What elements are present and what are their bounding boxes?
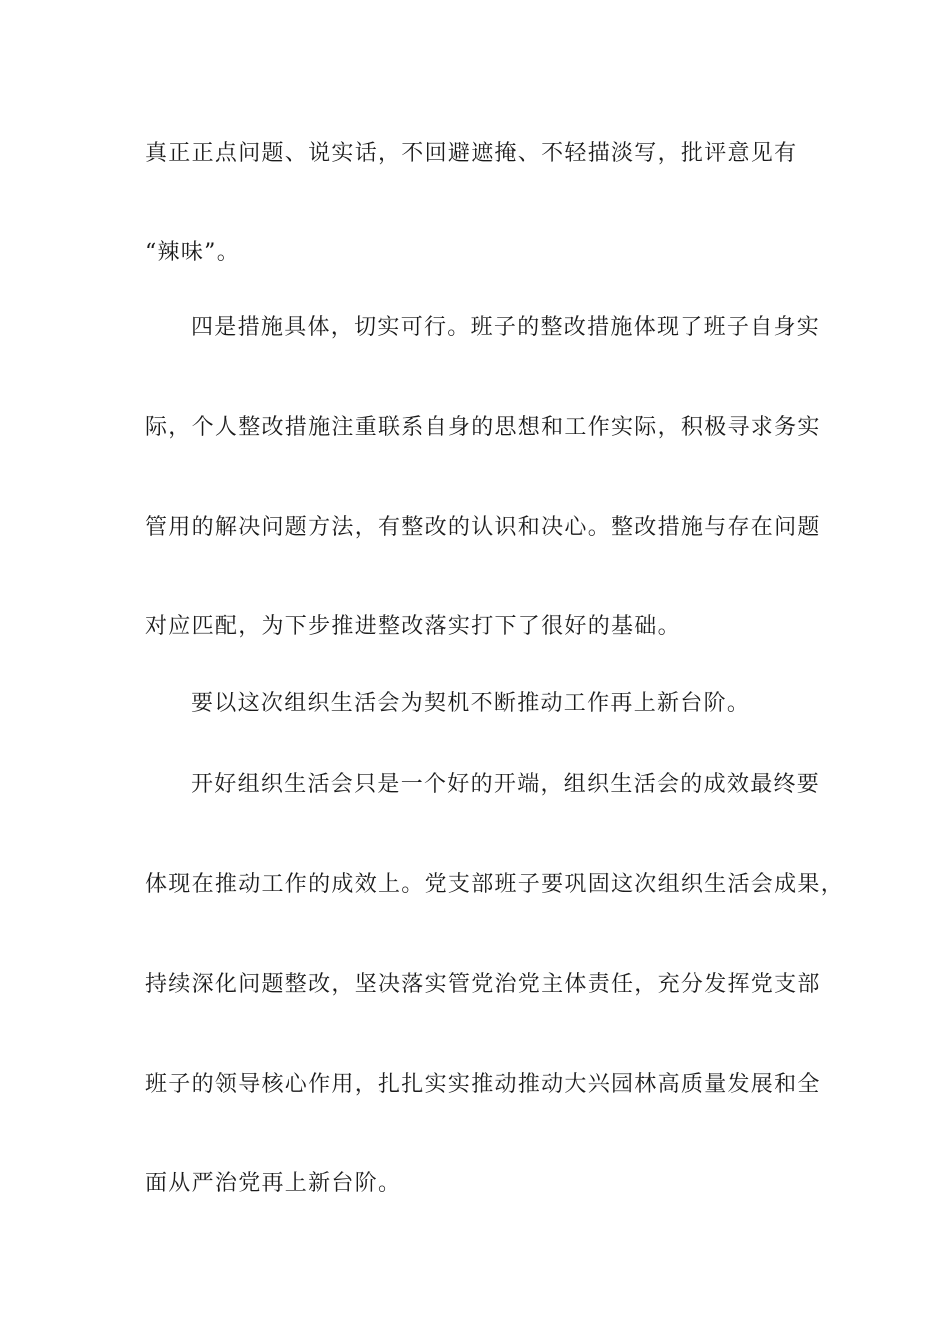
text-line-11: 班子的领导核心作用，扎扎实实推动推动大兴园林高质量发展和全	[145, 1072, 821, 1097]
text-line-1: 真正正点问题、说实话，不回避遮掩、不轻描淡写，批评意见有	[145, 141, 798, 166]
text-line-10: 持续深化问题整改，坚决落实管党治党主体责任，充分发挥党支部	[145, 972, 821, 997]
text-line-4: 际，个人整改措施注重联系自身的思想和工作实际，积极寻求务实	[145, 415, 821, 440]
text-line-2: “辣味”。	[145, 240, 240, 265]
text-line-6: 对应匹配，为下步推进整改落实打下了很好的基础。	[145, 614, 681, 639]
text-line-12: 面从严治党再上新台阶。	[145, 1171, 402, 1196]
text-line-9: 体现在推动工作的成效上。党支部班子要巩固这次组织生活会成果，	[145, 872, 845, 897]
paragraph-start: 开好组织生活会只是一个好的开端，组织生活会的成效最终要	[191, 772, 821, 797]
text-line-5: 管用的解决问题方法，有整改的认识和决心。整改措施与存在问题	[145, 515, 821, 540]
paragraph-4-start: 四是措施具体，切实可行。班子的整改措施体现了班子自身实	[191, 315, 821, 340]
section-heading: 要以这次组织生活会为契机不断推动工作再上新台阶。	[191, 691, 751, 716]
